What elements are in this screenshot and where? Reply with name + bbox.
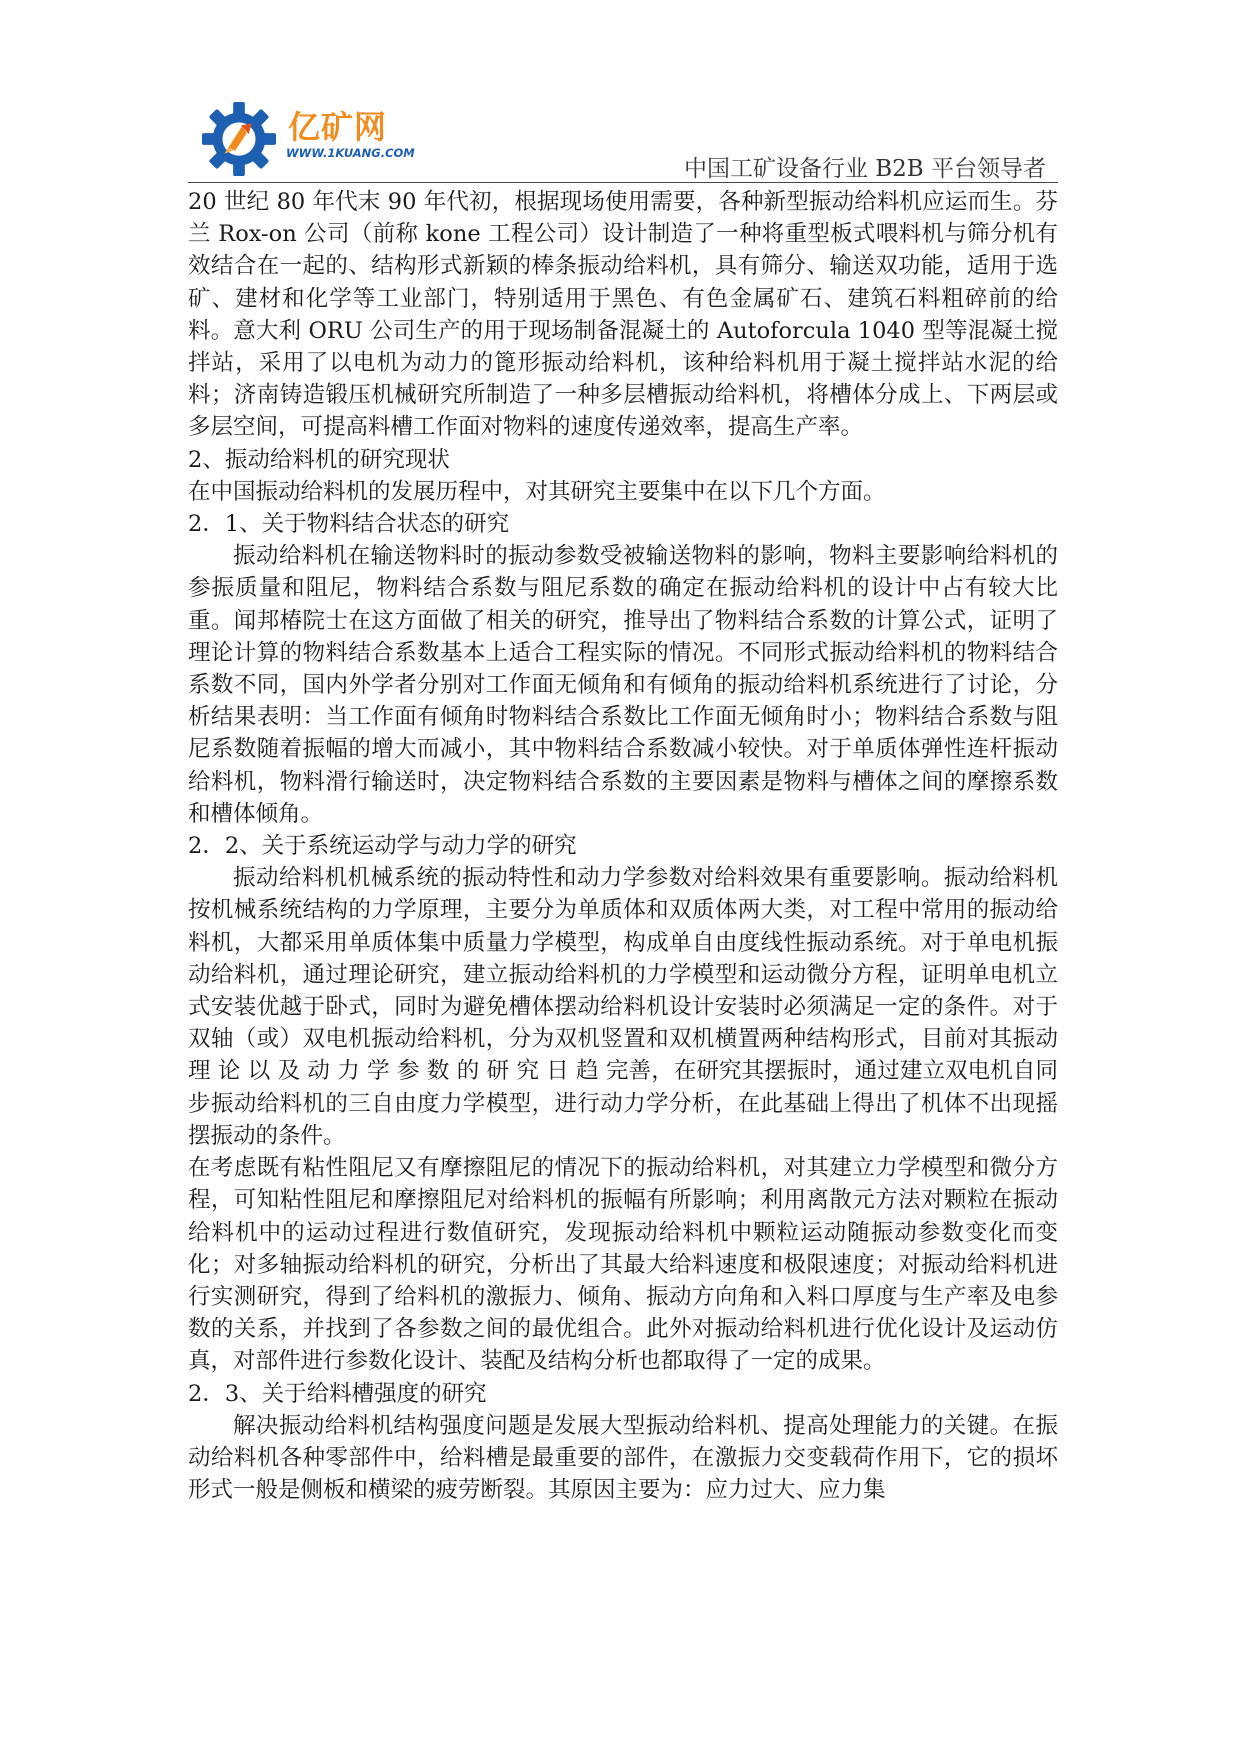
paragraph-history: 20 世纪 80 年代末 90 年代初，根据现场使用需要，各种新型振动给料机应运而生。芬兰 Rox-on 公司（前称 kone 工程公司）设计制造了一种将重型板式喂料机与筛分机有效结合在一起的、结构形式新颖的棒条振动给料机，具有筛分、输送双功能，适用于选矿、建材和化学等工业部门，特别适用于黑色、有色金属矿石、建筑石料粗碎前的给料。意大利 ORU 公司生产的用于现场制备混凝土的 Autoforcula 1040 型等混凝土搅拌站，采用了以电机为动力的篦形振动给料机，该种给料机用于凝土搅拌站水泥的给料；济南铸造锻压机械研究所制造了一种多层槽振动给料机，将槽体分成上、下两层或多层空间，可提高料槽工作面对物料的速度传递效率，提高生产率。 — [188, 189, 1058, 441]
logo-text: 亿矿网 — [288, 108, 388, 146]
page-header — [188, 80, 1068, 180]
subsection-heading-material-bonding: 2．1、关于物料结合状态的研究 — [188, 511, 510, 538]
paragraph-damping-research: 在考虑既有粘性阻尼又有摩擦阻尼的情况下的振动给料机，对其建立力学模型和微分方程，可知粘性阻尼和摩擦阻尼对给料机的振幅有所影响；利用离散元方法对颗粒在振动给料机中的运动过程进行数值研究，发现振动给料机中颗粒运动随振动参数变化而变化；对多轴振动给料机的研究，分析出了其最大给料速度和极限速度；对振动给料机进行实测研究，得到了给料机的激振力、倾角、振动方向角和入料口厚度与生产率及电参数的关系，并找到了各参数之间的最优组合。此外对振动给料机进行优化设计及运动仿真，对部件进行参数化设计、装配及结构分析也都取得了一定的成果。 — [188, 1155, 1058, 1375]
header-tagline: 中国工矿设备行业 B2B 平台领导者 — [683, 156, 1046, 182]
site-logo[interactable] — [188, 100, 458, 180]
paragraph-trough-strength: 解决振动给料机结构强度问题是发展大型振动给料机、提高处理能力的关键。在振动给料机各种零部件中，给料槽是最重要的部件，在激振力交变载荷作用下，它的损坏形式一般是侧板和横梁的疲劳断裂。其原因主要为：应力过大、应力集 — [188, 1412, 1058, 1504]
paragraph-material-bonding: 振动给料机在输送物料时的振动参数受被输送物料的影响，物料主要影响给料机的参振质量和阻尼，物料结合系数与阻尼系数的确定在振动给料机的设计中占有较大比重。闻邦椿院士在这方面做了相关的研究，推导出了物料结合系数的计算公式，证明了理论计算的物料结合系数基本上适合工程实际的情况。不同形式振动给料机的物料结合系数不同，国内外学者分别对工作面无倾角和有倾角的振动给料机系统进行了讨论，分析结果表明：当工作面有倾角时物料结合系数比工作面无倾角时小；物料结合系数与阻尼系数随着振幅的增大而减小，其中物料结合系数减小较快。对于单质体弹性连杆振动给料机，物料滑行输送时，决定物料结合系数的主要因素是物料与槽体之间的摩擦系数和槽体倾角。 — [188, 543, 1058, 827]
subsection-heading-trough-strength: 2．3、关于给料槽强度的研究 — [188, 1380, 487, 1407]
logo-url: WWW.1KUANG.COM — [286, 146, 415, 160]
document-body — [188, 186, 1058, 1506]
gear-logo-icon — [200, 100, 278, 178]
section-heading-research-status: 2、振动给料机的研究现状 — [188, 446, 450, 473]
paragraph-kinematics-dynamics: 振动给料机机械系统的振动特性和动力学参数对给料效果有重要影响。振动给料机按机械系统结构的力学原理，主要分为单质体和双质体两大类，对工程中常用的振动给料机，大都采用单质体集中质量力学模型，构成单自由度线性振动系统。对于单电机振动给料机，通过理论研究，建立振动给料机的力学模型和运动微分方程，证明单电机立式安装优越于卧式，同时为避免槽体摆动给料机设计安装时必须满足一定的条件。对于双轴（或）双电机振动给料机，分为双机竖置和双机横置两种结构形式，目前对其振动 理 论 以 及 动 力 学 参 数 的 研 究 日 趋 完善，在研究其摆振时，通过建立双电机自同步振动给料机的三自由度力学模型，进行动力学分析，在此基础上得出了机体不出现摇摆振动的条件。 — [188, 865, 1058, 1149]
subsection-heading-kinematics-dynamics: 2．2、关于系统运动学与动力学的研究 — [188, 833, 577, 860]
header-divider — [188, 182, 1058, 183]
paragraph-overview: 在中国振动给料机的发展历程中，对其研究主要集中在以下几个方面。 — [188, 478, 886, 505]
